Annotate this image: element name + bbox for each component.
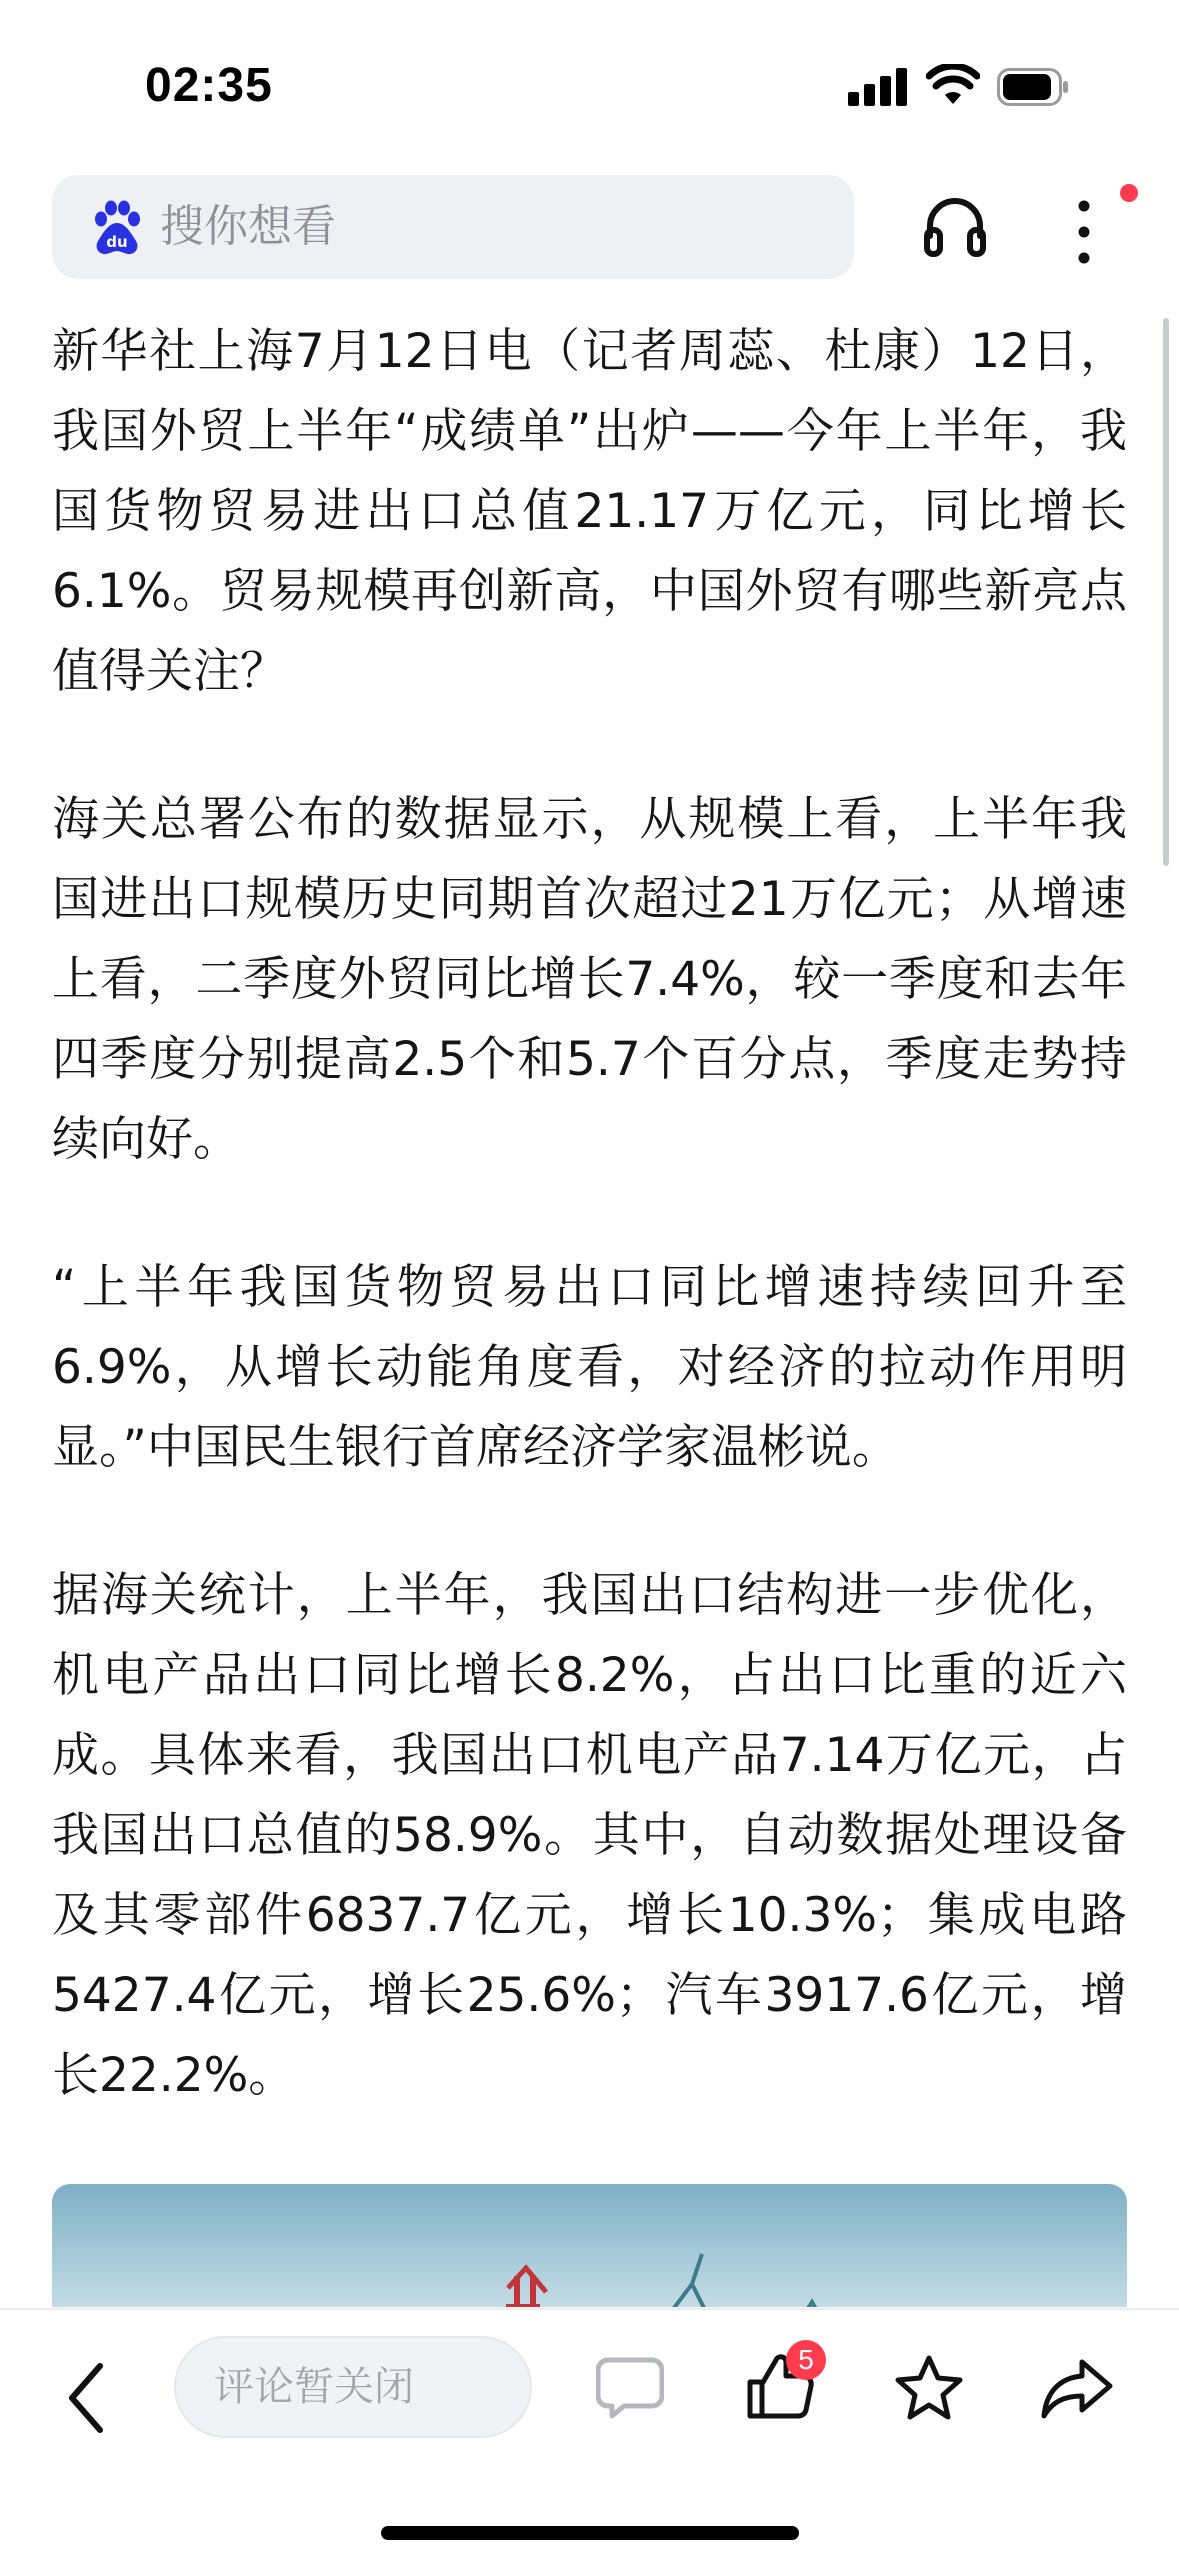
battery-icon	[997, 68, 1069, 106]
article-body	[52, 312, 1127, 2307]
article-image[interactable]	[52, 2184, 1127, 2307]
comment-placeholder: 评论暂关闭	[214, 2364, 414, 2410]
status-time: 02:35	[145, 59, 273, 112]
chevron-left-icon[interactable]	[62, 2360, 112, 2436]
comment-bubble-icon[interactable]	[596, 2356, 664, 2420]
article-paragraph: 据海关统计，上半年，我国出口结构进一步优化，机电产品出口同比增长8.2%，占出口比重的近六成。具体来看，我国出口机电产品7.14万亿元，占我国出口总值的58.9%。其中，自动数据处理设备及其零部件6837.7亿元，增长10.3%；集成电路5427.4亿元，增长25.6%；汽车3917.6亿元，增长22.2%。	[52, 1568, 1127, 2103]
more-vertical-icon[interactable]	[1062, 196, 1106, 268]
headphone-icon[interactable]	[922, 194, 988, 260]
comment-input[interactable]	[174, 2336, 532, 2438]
star-icon[interactable]	[894, 2354, 964, 2422]
svg-text:du: du	[106, 233, 128, 251]
like-count-badge: 5	[786, 2340, 826, 2380]
article-paragraph: “上半年我国货物贸易出口同比增速持续回升至6.9%，从增长动能角度看，对经济的拉动作用明显。”中国民生银行首席经济学家温彬说。	[52, 1260, 1127, 1475]
bottom-action-bar	[0, 2308, 1179, 2558]
share-arrow-icon[interactable]	[1040, 2356, 1114, 2420]
home-indicator[interactable]	[381, 2526, 799, 2540]
status-bar	[0, 0, 1179, 170]
cellular-signal-icon	[848, 66, 908, 106]
article-paragraph: 海关总署公布的数据显示，从规模上看，上半年我国进出口规模历史同期首次超过21万亿元；从增速上看，二季度外贸同比增长7.4%，较一季度和去年四季度分别提高2.5个和5.7个百分点，季度走势持续向好。	[52, 792, 1127, 1167]
notification-dot	[1120, 184, 1138, 202]
scrollbar[interactable]	[1163, 318, 1169, 866]
wifi-icon	[926, 64, 980, 106]
port-photo-image	[52, 2184, 1127, 2307]
article-paragraph: 新华社上海7月12日电（记者周蕊、杜康）12日，我国外贸上半年“成绩单”出炉——今年上半年，我国货物贸易进出口总值21.17万亿元，同比增长6.1%。贸易规模再创新高，中国外贸有哪些新亮点值得关注？	[52, 324, 1127, 699]
search-placeholder: 搜你想看	[160, 201, 336, 252]
search-bar[interactable]	[52, 175, 854, 279]
baidu-paw-icon	[88, 199, 146, 257]
